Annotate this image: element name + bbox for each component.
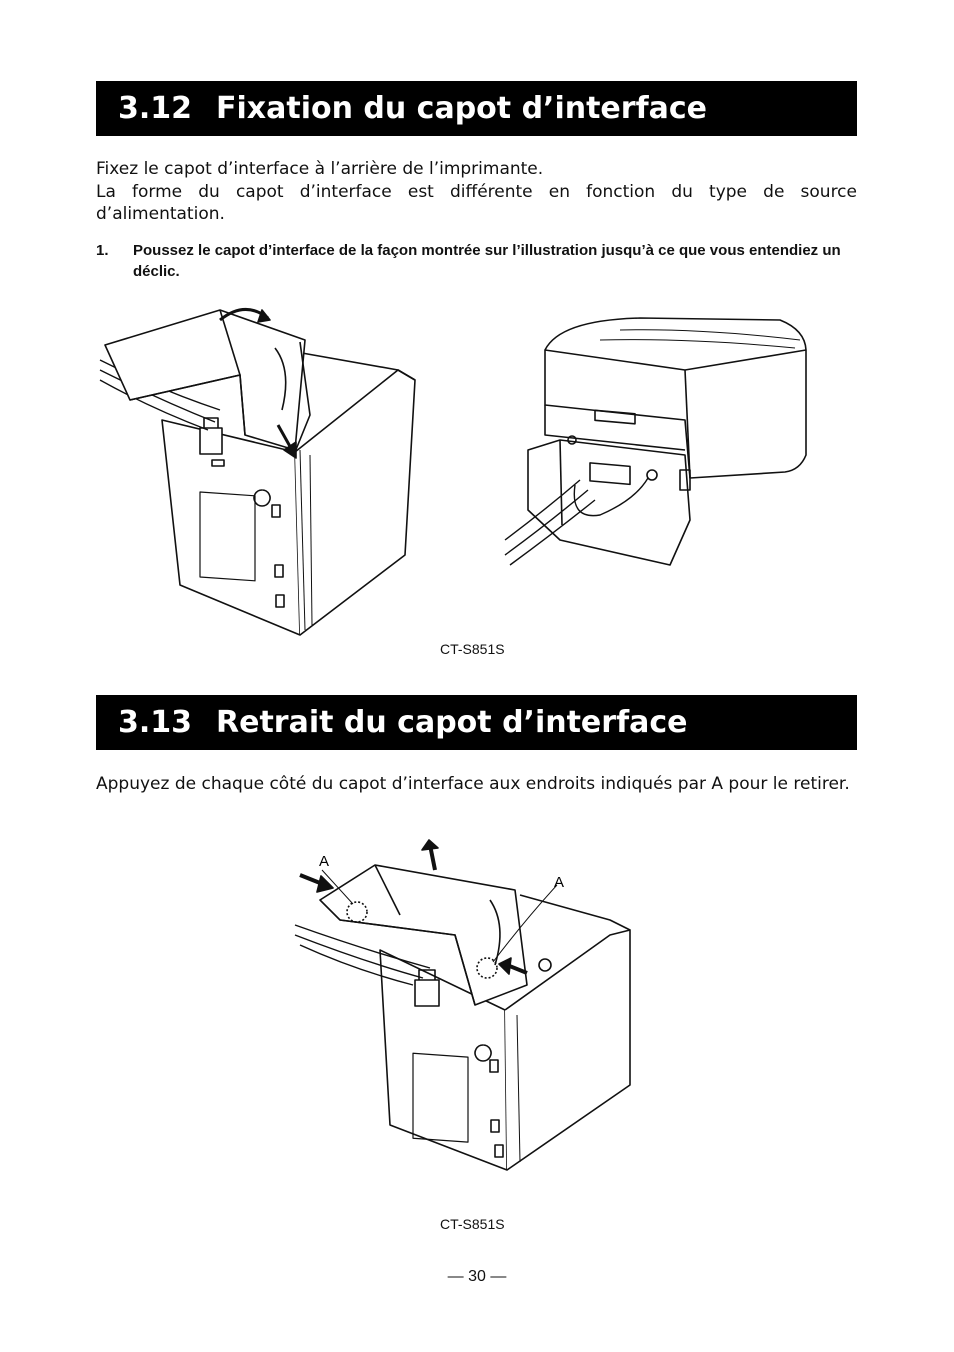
intro-line-1: Fixez le capot d’interface à l’arrière de l’imprimante. xyxy=(96,159,544,179)
label-a-left: A xyxy=(319,853,330,870)
page-number: — 30 — xyxy=(447,1268,507,1285)
figure-1-caption: CT-S851S xyxy=(440,641,505,657)
printer-rear-illustration xyxy=(500,310,810,575)
attach-cover-illustration xyxy=(100,300,420,640)
section-312-heading xyxy=(96,81,857,136)
section-313-number: 3.13 xyxy=(118,705,193,740)
section-313-title: Retrait du capot d’interface xyxy=(216,705,688,740)
step-number: 1. xyxy=(96,242,109,259)
section-313-heading xyxy=(96,695,857,750)
label-a-right: A xyxy=(554,874,565,891)
intro-line-2: La forme du capot d’interface est différente en fonction du type de source d’alimentation. xyxy=(96,181,857,224)
remove-cover-illustration xyxy=(295,840,640,1175)
section-313-intro: Appuyez de chaque côté du capot d’interface aux endroits indiqués par A pour le retirer. xyxy=(96,774,850,794)
section-312-title: Fixation du capot d’interface xyxy=(216,91,708,126)
step-1 xyxy=(96,240,857,282)
step-text: Poussez le capot d’interface de la façon montrée sur l’illustration jusqu’à ce que vous entendiez un déclic. xyxy=(133,242,841,280)
section-312-number: 3.12 xyxy=(118,91,193,126)
section-312-intro xyxy=(96,158,857,226)
figure-2-caption: CT-S851S xyxy=(440,1216,505,1232)
